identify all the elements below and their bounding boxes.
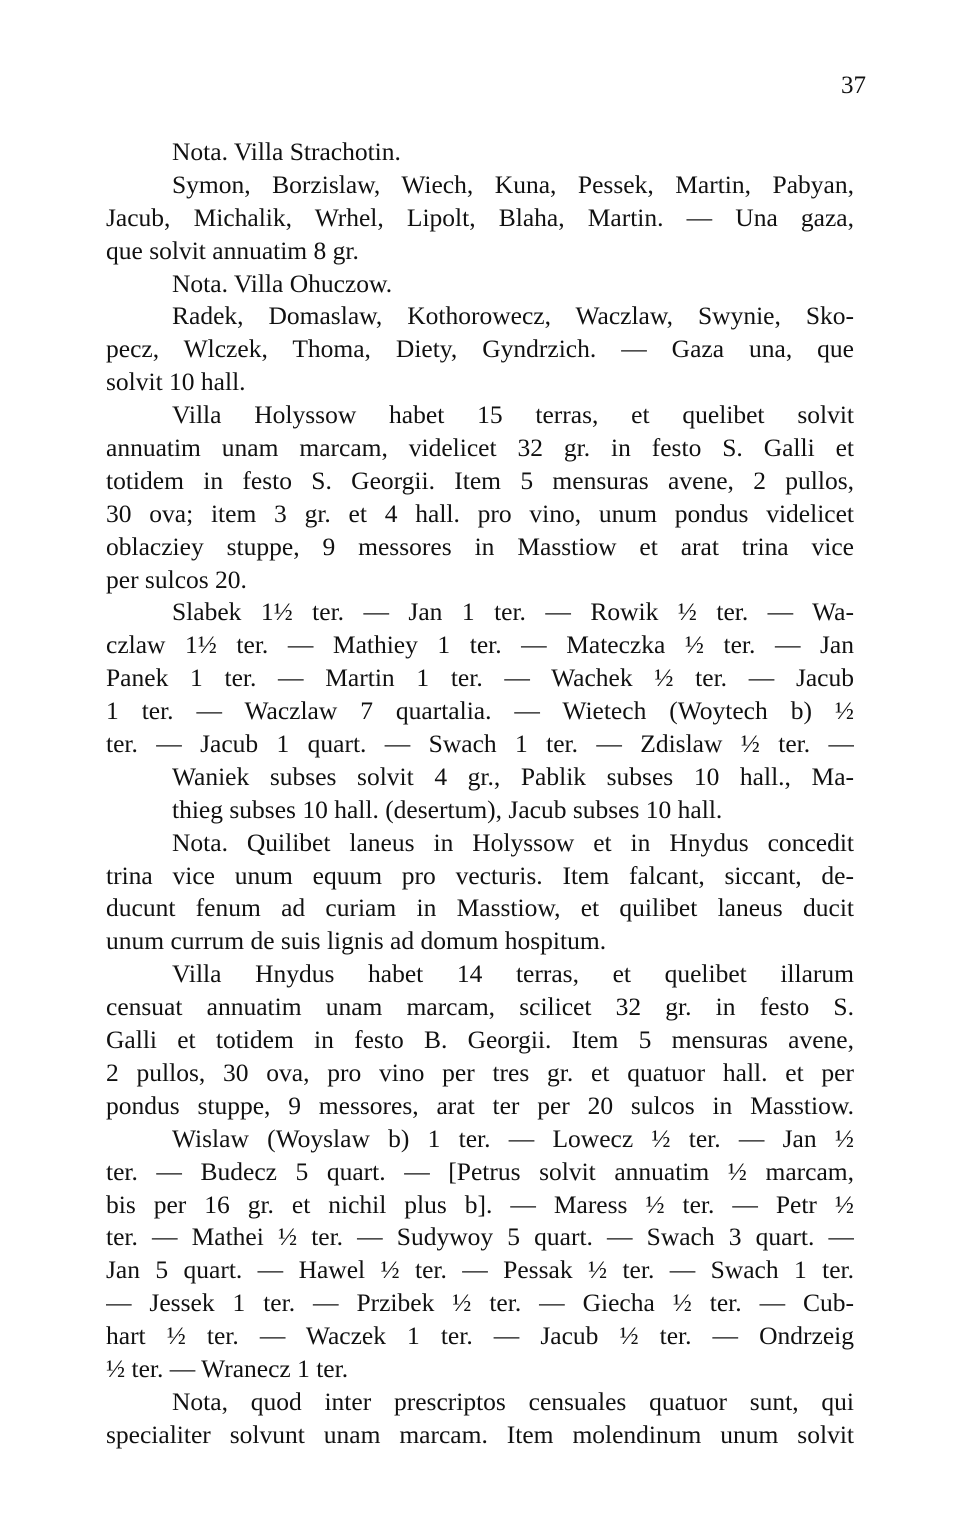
text-line: — Jessek 1 ter. — Przibek ½ ter. — Giecha ½ ter. — Cub- [106, 1288, 854, 1318]
text-line: oblacziey stuppe, 9 messores in Masstiow et arat trina vice [106, 531, 854, 561]
text-line: Wislaw (Woyslaw b) 1 ter. — Lowecz ½ ter. — Jan ½ [172, 1123, 854, 1153]
text-line: ter. — Mathei ½ ter. — Sudywoy 5 quart. — Swach 3 quart. — [106, 1222, 854, 1252]
text-line: Slabek 1½ ter. — Jan 1 ter. — Rowik ½ ter. — Wa- [172, 597, 854, 627]
text-line: thieg subses 10 hall. (desertum), Jacub subses 10 hall. [172, 794, 723, 824]
text-line: censuat annuatim unam marcam, scilicet 32 gr. in festo S. [106, 992, 854, 1022]
text-line: Villa Hnydus habet 14 terras, et quelibet illarum [172, 959, 854, 989]
document-text [106, 136, 854, 1452]
text-line: ducunt fenum ad curiam in Masstiow, et quilibet laneus ducit [106, 893, 854, 923]
page-number: 37 [841, 72, 866, 99]
text-line: solvit 10 hall. [106, 367, 246, 397]
text-line: 2 pullos, 30 ova, pro vino per tres gr. et quatuor hall. et per [106, 1057, 854, 1087]
text-line: 1 ter. — Waczlaw 7 quartalia. — Wietech (Woytech b) ½ [106, 696, 854, 726]
text-line: hart ½ ter. — Waczek 1 ter. — Jacub ½ ter. — Ondrzeig [106, 1321, 854, 1351]
text-line: pecz, Wlczek, Thoma, Diety, Gyndrzich. — Gaza una, que [106, 334, 854, 364]
text-line: unum currum de suis lignis ad domum hospitum. [106, 926, 607, 956]
text-line: bis per 16 gr. et nichil plus b]. — Maress ½ ter. — Petr ½ [106, 1189, 854, 1219]
text-line: Panek 1 ter. — Martin 1 ter. — Wachek ½ ter. — Jacub [106, 663, 854, 693]
text-line: 30 ova; item 3 gr. et 4 hall. pro vino, unum pondus videlicet [106, 498, 854, 528]
text-line: ½ ter. — Wranecz 1 ter. [106, 1353, 349, 1383]
text-line: Waniek subses solvit 4 gr., Pablik subses 10 hall., Ma- [172, 761, 854, 791]
text-line: Jacub, Michalik, Wrhel, Lipolt, Blaha, Martin. — Una gaza, [106, 202, 854, 232]
text-line: per sulcos 20. [106, 564, 247, 594]
text-line: ter. — Jacub 1 quart. — Swach 1 ter. — Zdislaw ½ ter. — [106, 729, 854, 759]
text-line: Nota, quod inter prescriptos censuales quatuor sunt, qui [172, 1386, 854, 1416]
text-line: Nota. Quilibet laneus in Holyssow et in Hnydus concedit [172, 827, 854, 857]
text-line: annuatim unam marcam, videlicet 32 gr. in festo S. Galli et [106, 433, 854, 463]
text-line: specialiter solvunt unam marcam. Item molendinum unum solvit [106, 1419, 854, 1449]
text-line: czlaw 1½ ter. — Mathiey 1 ter. — Mateczka ½ ter. — Jan [106, 630, 854, 660]
text-line: Symon, Borzislaw, Wiech, Kuna, Pessek, Martin, Pabyan, [172, 169, 854, 199]
text-line: ter. — Budecz 5 quart. — [Petrus solvit annuatim ½ marcam, [106, 1156, 854, 1186]
text-line: Nota. Villa Strachotin. [172, 137, 401, 166]
text-line: Jan 5 quart. — Hawel ½ ter. — Pessak ½ ter. — Swach 1 ter. [106, 1255, 854, 1285]
text-line: Galli et totidem in festo B. Georgii. Item 5 mensuras avene, [106, 1025, 854, 1055]
text-line: trina vice unum equum pro vecturis. Item falcant, siccant, de- [106, 860, 854, 890]
text-line: Nota. Villa Ohuczow. [172, 268, 393, 298]
text-line: que solvit annuatim 8 gr. [106, 235, 359, 265]
text-line: Villa Holyssow habet 15 terras, et quelibet solvit [172, 400, 854, 430]
text-line: pondus stuppe, 9 messores, arat ter per 20 sulcos in Masstiow. [106, 1090, 854, 1120]
text-line: Radek, Domaslaw, Kothorowecz, Waczlaw, Swynie, Sko- [172, 301, 854, 331]
text-line: totidem in festo S. Georgii. Item 5 mensuras avene, 2 pullos, [106, 465, 854, 495]
